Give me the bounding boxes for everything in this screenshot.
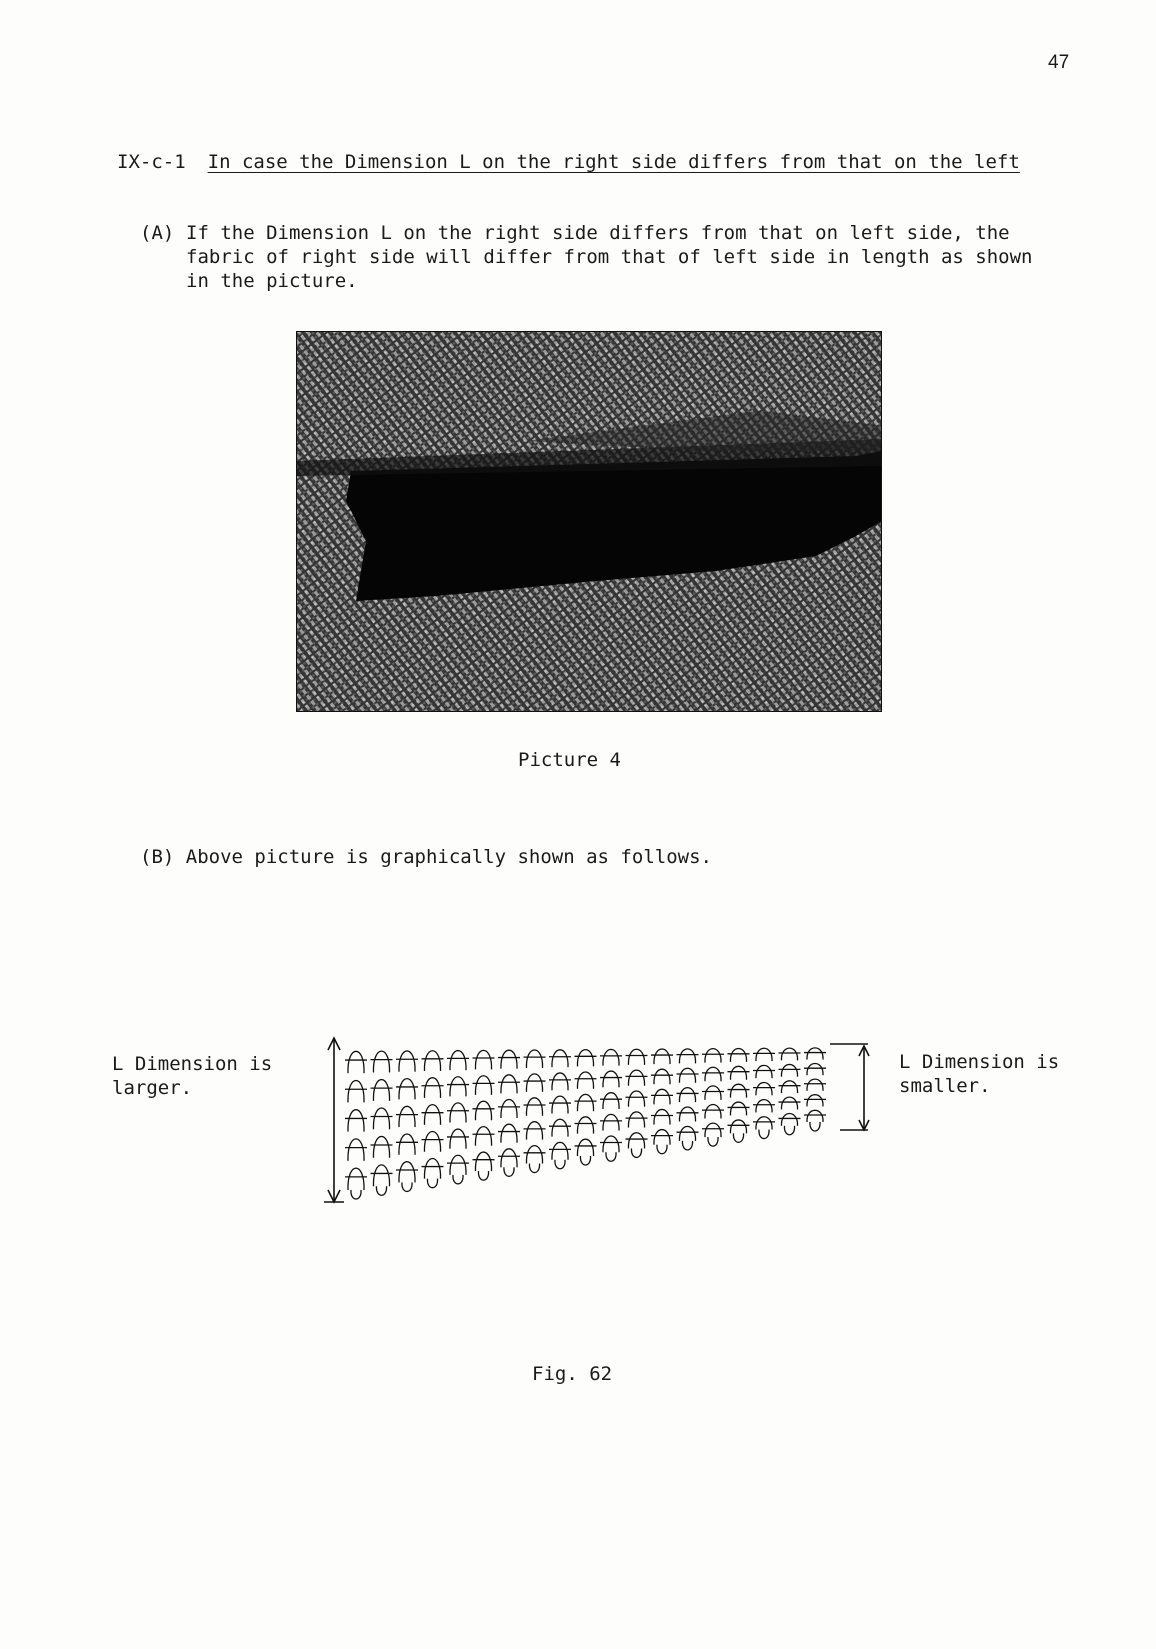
knit-loop-tail [657,1145,667,1154]
knit-loop [702,1086,724,1100]
knit-loops [345,1048,826,1199]
paragraph-a-line-2: fabric of right side will differ from that of left side in length as shown [186,246,1033,268]
knit-loop [626,1112,648,1128]
knit-loop [498,1124,520,1143]
knit-loop [371,1108,393,1129]
knit-loop [371,1136,393,1157]
knit-loop [779,1114,801,1126]
figure-caption: Fig. 62 [532,1363,613,1385]
knit-loop [804,1048,826,1060]
knit-loop [575,1050,597,1067]
knit-loop [651,1049,673,1064]
knit-loop [498,1075,520,1094]
knit-loop [575,1139,597,1156]
knit-loop [728,1120,750,1133]
left-label-line-2: larger. [112,1077,193,1099]
knit-loop-tail [733,1133,743,1142]
knit-loop [575,1094,597,1111]
knit-loop-tail [606,1152,616,1161]
knit-loop [473,1101,495,1120]
knit-loop [524,1122,546,1140]
knit-loop [549,1142,571,1159]
knit-loop-tail [631,1148,641,1157]
knit-loop [702,1049,724,1063]
knit-loop [626,1049,648,1065]
knit-loop-tail [810,1122,820,1131]
knit-loop [677,1126,699,1141]
page-number: 47 [1048,52,1070,73]
knit-loop [345,1168,367,1190]
knit-loop [600,1136,622,1152]
knit-loop [779,1064,801,1076]
knit-loop [753,1083,775,1096]
knit-loop-tail [376,1186,386,1195]
knit-loop [473,1127,495,1146]
knit-loop [626,1070,648,1086]
knit-loop [549,1119,571,1136]
knit-loop [575,1117,597,1134]
fabric-photo [296,331,882,712]
knit-loop [728,1102,750,1115]
knit-loop [651,1109,673,1124]
knit-loop-tail [504,1167,514,1176]
knit-loop [626,1091,648,1107]
knit-loop [524,1074,546,1092]
knit-loop-tail [402,1182,412,1191]
knit-loop [804,1064,826,1076]
knit-loop [422,1051,444,1071]
knit-loop [702,1105,724,1119]
knit-loop [677,1088,699,1103]
knit-loop [396,1079,418,1100]
right-label-line-2: smaller. [899,1075,991,1097]
knit-loop-tail [759,1130,769,1139]
knit-loop [677,1068,699,1083]
knit-loop [677,1107,699,1122]
knit-loop [804,1095,826,1107]
knit-loop [753,1065,775,1078]
knit-loop [422,1105,444,1125]
knit-loop [779,1048,801,1060]
paragraph-a-line-1: If the Dimension L on the right side differs from that on left side, the [186,222,1010,244]
knit-loop [345,1051,367,1073]
knit-loop [371,1051,393,1072]
knit-loop [396,1134,418,1155]
knit-loop-tail [427,1179,437,1188]
knit-loop [600,1093,622,1109]
knit-loop [396,1162,418,1183]
right-dimension-label [899,1050,1059,1098]
knit-loop [524,1098,546,1116]
knit-loop-tail [708,1137,718,1146]
knit-loop [473,1152,495,1171]
knit-loop [447,1129,469,1149]
knit-loop [549,1073,571,1090]
knit-loop [804,1079,826,1091]
knit-loop [447,1051,469,1071]
knit-loop-tail [478,1171,488,1180]
knit-loop [753,1100,775,1113]
knit-loop [779,1081,801,1093]
knit-loop [753,1048,775,1061]
knit-loop [779,1097,801,1109]
knit-loop [498,1149,520,1168]
left-label-line-1: L Dimension is [112,1053,273,1075]
knit-loop [728,1084,750,1097]
knit-loop [345,1139,367,1161]
knit-loop [677,1049,699,1064]
knit-loop [447,1155,469,1175]
section-title: In case the Dimension L on the right side differs from that on the left [207,151,1020,173]
knit-loop [524,1146,546,1164]
knit-loop-tail [529,1164,539,1173]
knit-loop-tail [784,1126,794,1135]
knit-loop [575,1072,597,1089]
paragraph-a [140,221,1032,293]
knit-loop [804,1110,826,1122]
knit-loop-tail [580,1156,590,1165]
knit-loop [422,1132,444,1152]
knit-loop [473,1050,495,1069]
knit-loop [702,1067,724,1081]
knit-loop [702,1123,724,1137]
knit-loop [524,1050,546,1068]
knit-loop [396,1106,418,1127]
knit-loop [447,1103,469,1123]
knit-loop [728,1048,750,1061]
knit-loop [473,1076,495,1095]
knit-loop [422,1078,444,1098]
knit-loop [651,1130,673,1145]
knit-loop [498,1050,520,1069]
knit-loop [345,1110,367,1132]
knit-loop [549,1050,571,1067]
knit-loop [626,1133,648,1149]
section-code: IX-c-1 [117,151,186,173]
knit-loop [396,1051,418,1072]
knit-loop [371,1080,393,1101]
knit-loop [371,1165,393,1186]
knit-loop [549,1096,571,1113]
knit-loop-tail [555,1160,565,1169]
knit-loop-tail [453,1175,463,1184]
left-dimension-label [112,1052,272,1100]
knit-loop [498,1100,520,1119]
knit-loop [651,1069,673,1084]
knit-loop [651,1089,673,1104]
picture-caption: Picture 4 [518,749,621,771]
knit-loop [422,1158,444,1178]
knit-loop [600,1049,622,1065]
paragraph-a-label: (A) [140,222,175,244]
right-label-line-1: L Dimension is [899,1051,1060,1073]
knit-loop-tail [351,1190,361,1199]
section-heading [117,150,1020,174]
paragraph-b: (B) Above picture is graphically shown as follows. [140,846,712,868]
knit-loop-tail [682,1141,692,1150]
paragraph-a-line-3: in the picture. [186,270,358,292]
knit-loop [753,1117,775,1130]
knit-loop [600,1071,622,1087]
knitting-diagram [320,1030,880,1210]
knit-loop [447,1077,469,1097]
knit-loop [600,1114,622,1130]
knit-loop [728,1066,750,1079]
knit-loop [345,1081,367,1103]
